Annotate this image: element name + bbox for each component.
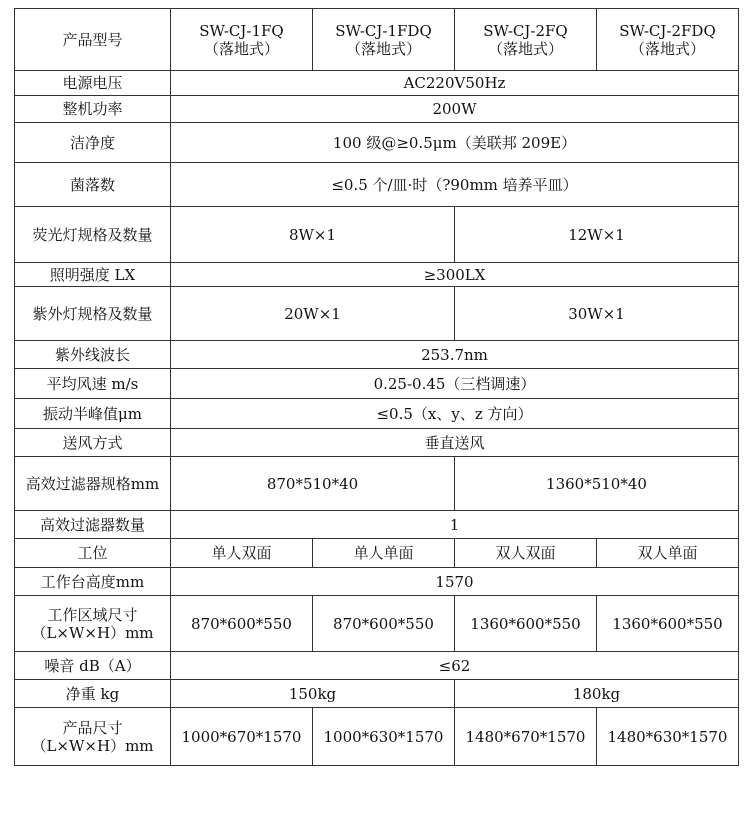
colonies-value: ≤0.5 个/皿·时（?90mm 培养平皿）: [171, 163, 739, 207]
row-uv-wavelength: [15, 341, 739, 369]
model-type: （落地式）: [345, 39, 421, 58]
uv-wavelength-value: 253.7nm: [171, 341, 739, 369]
row-air-supply: [15, 429, 739, 457]
hepa-size-label: 高效过滤器规格mm: [15, 457, 171, 511]
wind-speed-value: 0.25-0.45（三档调速）: [171, 369, 739, 399]
product-size-value-3: 1480*670*1570: [455, 708, 597, 766]
product-size-value-2: 1000*630*1570: [313, 708, 455, 766]
row-voltage: [15, 71, 739, 96]
model-cell-4: [597, 9, 739, 71]
uv-lamp-value-2: 30W×1: [455, 287, 739, 341]
hepa-size-value-2: 1360*510*40: [455, 457, 739, 511]
work-area-label-line-2: （L×W×H）mm: [31, 623, 154, 642]
row-uv-lamp: [15, 287, 739, 341]
model-type: （落地式）: [629, 39, 705, 58]
row-table-height: [15, 568, 739, 596]
work-area-label: [15, 596, 171, 652]
work-area-label-line-1: 工作区域尺寸: [47, 605, 138, 624]
row-illumination: [15, 263, 739, 287]
row-hepa-qty: [15, 511, 739, 539]
row-fluorescent: [15, 207, 739, 263]
net-weight-value-1: 150kg: [171, 680, 455, 708]
model-cell-3: [455, 9, 597, 71]
uv-lamp-value-1: 20W×1: [171, 287, 455, 341]
cleanliness-value: 100 级@≥0.5μm（美联邦 209E）: [171, 123, 739, 163]
net-weight-value-2: 180kg: [455, 680, 739, 708]
model-type: （落地式）: [487, 39, 563, 58]
model-name: SW-CJ-2FQ: [483, 21, 568, 40]
illumination-value: ≥300LX: [171, 263, 739, 287]
row-work-area: [15, 596, 739, 652]
model-label: 产品型号: [15, 9, 171, 71]
model-cell-2: [313, 9, 455, 71]
table-height-value: 1570: [171, 568, 739, 596]
air-supply-label: 送风方式: [15, 429, 171, 457]
product-size-value-4: 1480*630*1570: [597, 708, 739, 766]
noise-value: ≤62: [171, 652, 739, 680]
fluorescent-value-2: 12W×1: [455, 207, 739, 263]
row-product-size: [15, 708, 739, 766]
cleanliness-label: 洁净度: [15, 123, 171, 163]
noise-label: 噪音 dB（A）: [15, 652, 171, 680]
model-name: SW-CJ-1FQ: [199, 21, 284, 40]
row-noise: [15, 652, 739, 680]
hepa-qty-label: 高效过滤器数量: [15, 511, 171, 539]
colonies-label: 菌落数: [15, 163, 171, 207]
model-type: （落地式）: [203, 39, 279, 58]
power-label: 整机功率: [15, 96, 171, 123]
table-height-label: 工作台高度mm: [15, 568, 171, 596]
work-area-value-2: 870*600*550: [313, 596, 455, 652]
uv-lamp-label: 紫外灯规格及数量: [15, 287, 171, 341]
product-size-label: [15, 708, 171, 766]
row-net-weight: [15, 680, 739, 708]
station-label: 工位: [15, 539, 171, 568]
fluorescent-value-1: 8W×1: [171, 207, 455, 263]
voltage-value: AC220V50Hz: [171, 71, 739, 96]
station-value-2: 单人单面: [313, 539, 455, 568]
row-cleanliness: [15, 123, 739, 163]
row-hepa-size: [15, 457, 739, 511]
vibration-label: 振动半峰值μm: [15, 399, 171, 429]
row-station: [15, 539, 739, 568]
model-name: SW-CJ-1FDQ: [335, 21, 432, 40]
product-size-value-1: 1000*670*1570: [171, 708, 313, 766]
net-weight-label: 净重 kg: [15, 680, 171, 708]
station-value-1: 单人双面: [171, 539, 313, 568]
model-name: SW-CJ-2FDQ: [619, 21, 716, 40]
product-size-label-line-2: （L×W×H）mm: [31, 736, 154, 755]
work-area-value-3: 1360*600*550: [455, 596, 597, 652]
model-cell-1: [171, 9, 313, 71]
row-power: [15, 96, 739, 123]
work-area-value-4: 1360*600*550: [597, 596, 739, 652]
row-wind-speed: [15, 369, 739, 399]
row-model: [15, 9, 739, 71]
work-area-value-1: 870*600*550: [171, 596, 313, 652]
spec-table-container: [14, 8, 738, 766]
row-vibration: [15, 399, 739, 429]
uv-wavelength-label: 紫外线波长: [15, 341, 171, 369]
station-value-4: 双人单面: [597, 539, 739, 568]
spec-table: [14, 8, 739, 766]
hepa-qty-value: 1: [171, 511, 739, 539]
voltage-label: 电源电压: [15, 71, 171, 96]
wind-speed-label: 平均风速 m/s: [15, 369, 171, 399]
station-value-3: 双人双面: [455, 539, 597, 568]
hepa-size-value-1: 870*510*40: [171, 457, 455, 511]
air-supply-value: 垂直送风: [171, 429, 739, 457]
product-size-label-line-1: 产品尺寸: [62, 718, 123, 737]
illumination-label: 照明强度 LX: [15, 263, 171, 287]
row-colonies: [15, 163, 739, 207]
power-value: 200W: [171, 96, 739, 123]
vibration-value: ≤0.5（x、y、z 方向）: [171, 399, 739, 429]
fluorescent-label: 荧光灯规格及数量: [15, 207, 171, 263]
